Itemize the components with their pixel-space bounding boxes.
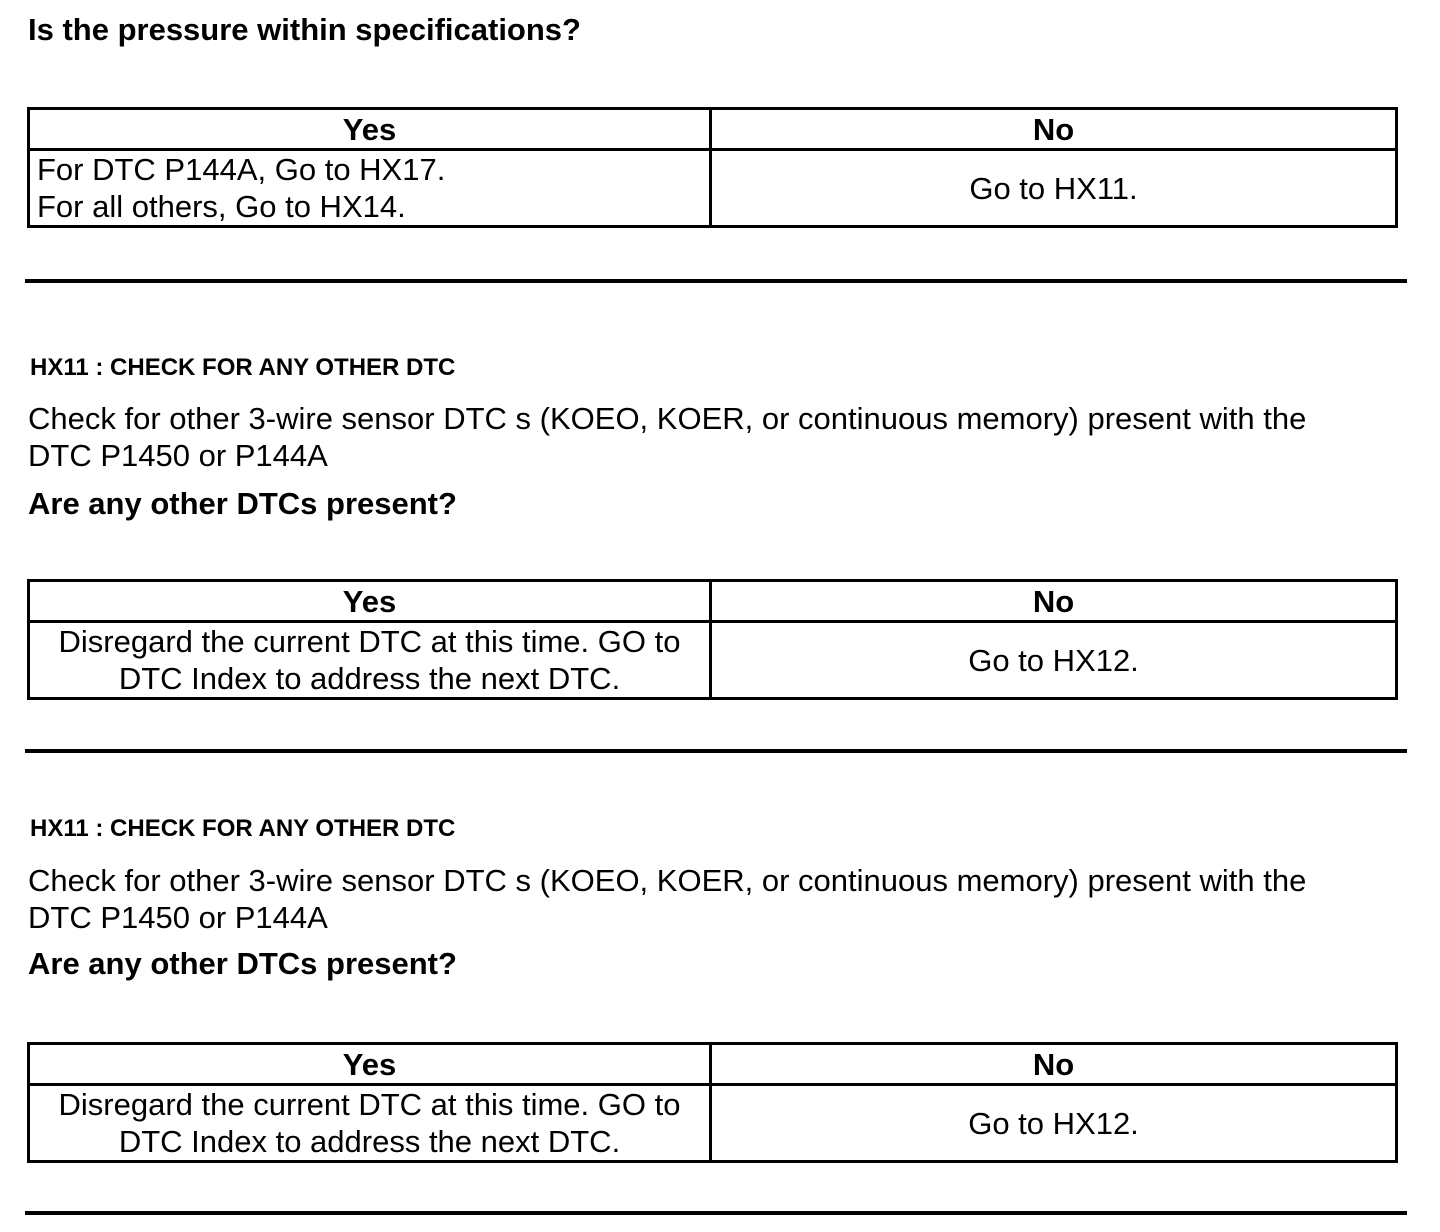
yes-cell	[29, 622, 711, 699]
yes-cell	[29, 150, 711, 227]
table-row	[29, 1085, 1397, 1162]
yes-line: For DTC P144A, Go to HX17.	[37, 152, 446, 187]
yes-line: DTC Index to address the next DTC.	[118, 1124, 621, 1159]
yes-cell	[29, 1085, 711, 1162]
table-header-row	[29, 581, 1397, 622]
step-title: HX11 : CHECK FOR ANY OTHER DTC	[30, 354, 456, 381]
instruction-line: DTC P1450 or P144A	[28, 900, 328, 935]
table-header-row	[29, 109, 1397, 150]
step-title: HX11 : CHECK FOR ANY OTHER DTC	[30, 815, 456, 842]
section-divider	[25, 279, 1407, 283]
section-divider	[25, 1211, 1407, 1215]
yes-header: Yes	[29, 109, 711, 150]
no-cell: Go to HX12.	[711, 622, 1397, 699]
instruction-line: Check for other 3-wire sensor DTC s (KOEO, KOER, or continuous memory) present with the	[28, 863, 1307, 898]
yes-header: Yes	[29, 1044, 711, 1085]
no-cell: Go to HX11.	[711, 150, 1397, 227]
question-pressure: Is the pressure within specifications?	[28, 12, 581, 47]
yes-line: Disregard the current DTC at this time. GO to	[58, 1087, 681, 1122]
table-row	[29, 622, 1397, 699]
section-divider	[25, 749, 1407, 753]
decision-table-2	[27, 579, 1398, 700]
no-header: No	[711, 581, 1397, 622]
table-row	[29, 150, 1397, 227]
instruction-line: DTC P1450 or P144A	[28, 438, 328, 473]
decision-table-1	[27, 107, 1398, 228]
table-header-row	[29, 1044, 1397, 1085]
question-other-dtcs: Are any other DTCs present?	[28, 486, 457, 521]
no-header: No	[711, 109, 1397, 150]
decision-table-3	[27, 1042, 1398, 1163]
instruction-text	[28, 400, 1306, 474]
instruction-line: Check for other 3-wire sensor DTC s (KOEO, KOER, or continuous memory) present with the	[28, 401, 1307, 436]
yes-line: For all others, Go to HX14.	[37, 189, 406, 224]
no-header: No	[711, 1044, 1397, 1085]
yes-line: DTC Index to address the next DTC.	[118, 661, 621, 696]
yes-header: Yes	[29, 581, 711, 622]
question-other-dtcs: Are any other DTCs present?	[28, 946, 457, 981]
instruction-text	[28, 862, 1306, 936]
yes-line: Disregard the current DTC at this time. GO to	[58, 624, 681, 659]
no-cell: Go to HX12.	[711, 1085, 1397, 1162]
